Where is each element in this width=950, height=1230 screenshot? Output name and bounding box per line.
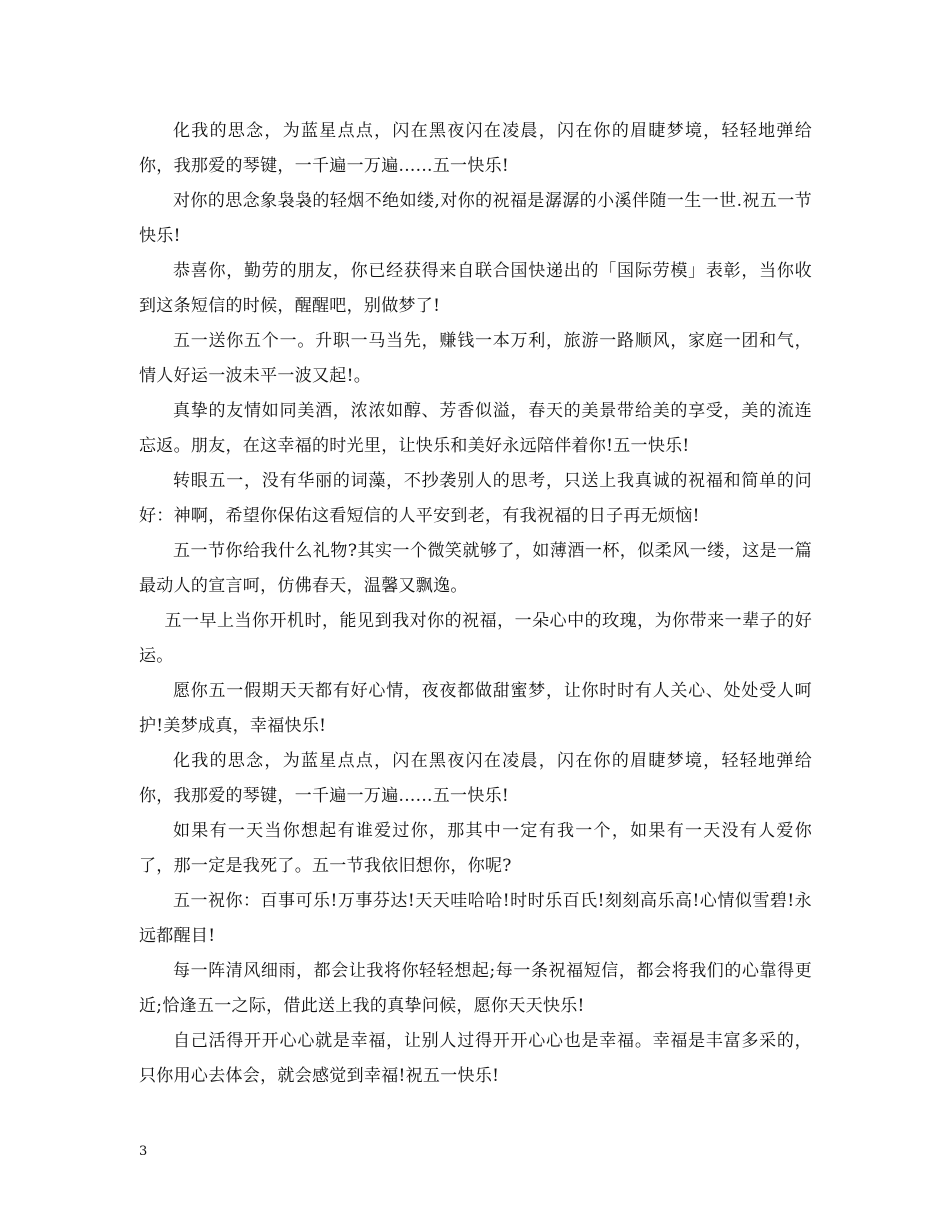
paragraph: 五一早上当你开机时，能见到我对你的祝福，一朵心中的玫瑰，为你带来一辈子的好运。 [139,611,812,666]
document-body [139,114,812,1094]
paragraph: 真挚的友情如同美酒，浓浓如醇、芳香似溢，春天的美景带给美的享受，美的流连忘返。朋友，在这幸福的时光里，让快乐和美好永远陪伴着你!五一快乐! [139,401,812,456]
paragraph: 对你的思念象袅袅的轻烟不绝如缕,对你的祝福是潺潺的小溪伴随一生一世.祝五一节快乐! [139,191,812,246]
paragraph: 五一祝你：百事可乐!万事芬达!天天哇哈哈!时时乐百氏!刻刻高乐高!心情似雪碧!永远都醒目! [139,891,812,946]
paragraph: 转眼五一，没有华丽的词藻，不抄袭别人的思考，只送上我真诚的祝福和简单的问好：神啊，希望你保佑这看短信的人平安到老，有我祝福的日子再无烦恼! [139,471,812,526]
paragraph: 每一阵清风细雨，都会让我将你轻轻想起;每一条祝福短信，都会将我们的心靠得更近;恰逢五一之际，借此送上我的真挚问候，愿你天天快乐! [139,961,812,1016]
paragraph: 如果有一天当你想起有谁爱过你，那其中一定有我一个，如果有一天没有人爱你了，那一定是我死了。五一节我依旧想你，你呢? [139,821,812,876]
paragraph: 恭喜你，勤劳的朋友，你已经获得来自联合国快递出的「国际劳模」表彰，当你收到这条短信的时候，醒醒吧，别做梦了! [139,261,812,316]
paragraph: 愿你五一假期天天都有好心情，夜夜都做甜蜜梦，让你时时有人关心、处处受人呵护!美梦成真，幸福快乐! [139,681,812,736]
paragraph: 五一节你给我什么礼物?其实一个微笑就够了，如薄酒一杯，似柔风一缕，这是一篇最动人的宣言呵，仿佛春天，温馨又飘逸。 [139,541,812,596]
page-number: 3 [139,1144,148,1159]
paragraph: 化我的思念，为蓝星点点，闪在黑夜闪在凌晨，闪在你的眉睫梦境，轻轻地弹给你，我那爱的琴键，一千遍一万遍......五一快乐! [139,121,812,176]
paragraph: 化我的思念，为蓝星点点，闪在黑夜闪在凌晨，闪在你的眉睫梦境，轻轻地弹给你，我那爱的琴键，一千遍一万遍......五一快乐! [139,751,812,806]
paragraph: 五一送你五个一。升职一马当先，赚钱一本万利，旅游一路顺风，家庭一团和气，情人好运一波未平一波又起!。 [139,331,812,386]
paragraph: 自己活得开开心心就是幸福，让别人过得开开心心也是幸福。幸福是丰富多采的，只你用心去体会，就会感觉到幸福!祝五一快乐! [139,1031,812,1086]
